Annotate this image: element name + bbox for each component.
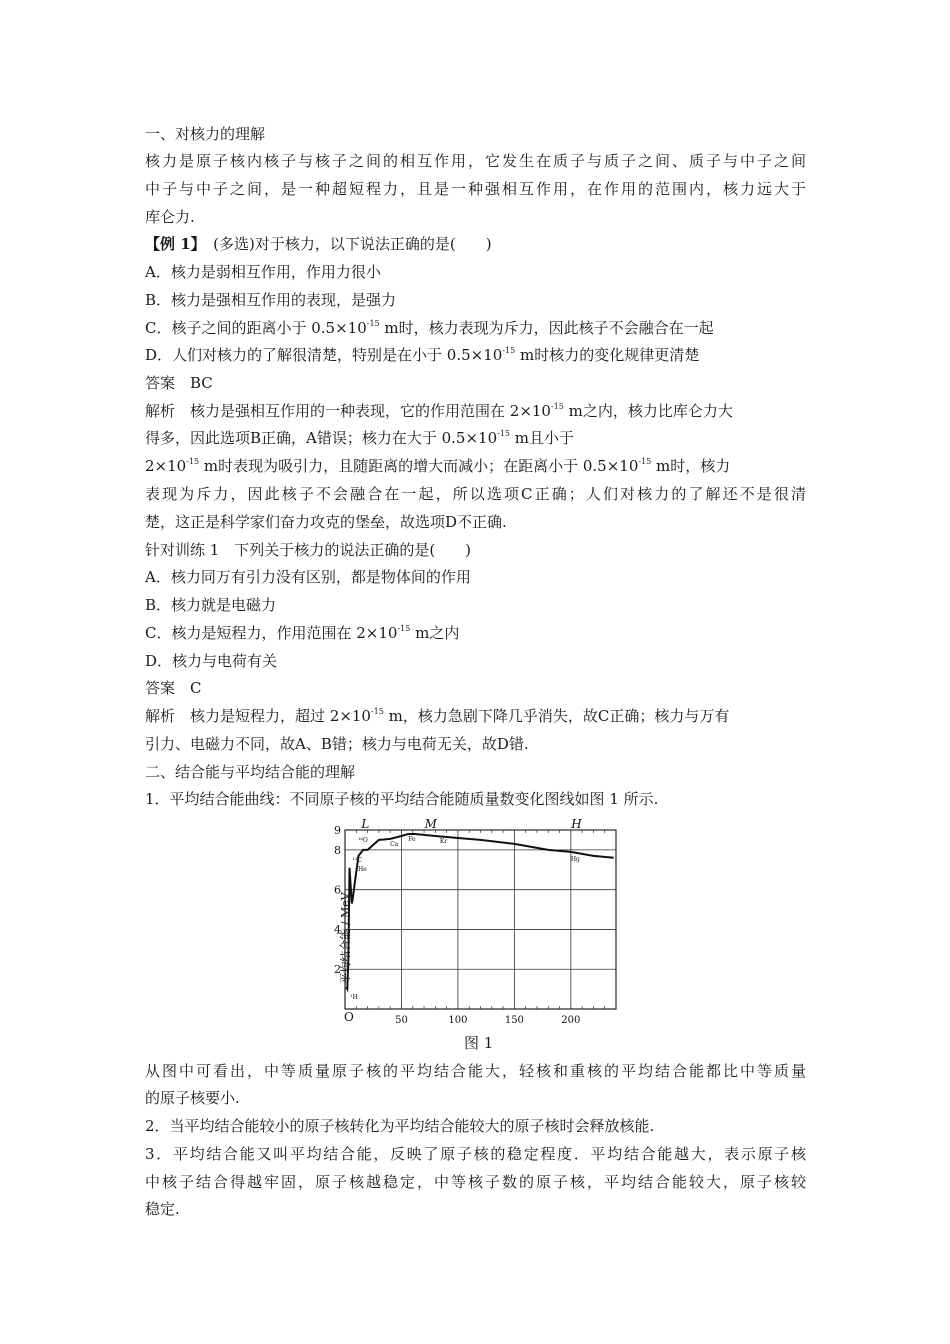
section2-paragraph-line1: 从图中可看出，中等质量原子核的平均结合能大，轻核和重核的平均结合能都比中等质量 bbox=[145, 1062, 806, 1080]
y-axis-label: 平均结合能 / MeV bbox=[339, 892, 352, 984]
exponent: -15 bbox=[370, 707, 384, 716]
point-label: Fe bbox=[408, 835, 416, 843]
example1-answer: 答案 BC bbox=[145, 374, 213, 392]
region-label: H bbox=[571, 818, 582, 831]
point-label: Hg bbox=[570, 855, 580, 863]
y-tick-label: 2 bbox=[334, 963, 341, 977]
example1-stem: (多选)对于核力，以下说法正确的是( ) bbox=[198, 235, 492, 253]
y-tick-label: 6 bbox=[334, 883, 341, 897]
x-tick-label: 50 bbox=[395, 1015, 408, 1026]
point-label: Kr bbox=[439, 837, 448, 845]
exponent: -15 bbox=[550, 402, 564, 411]
exponent: -15 bbox=[502, 346, 516, 355]
point-label: ¹²C bbox=[352, 856, 362, 864]
training1-option-c bbox=[145, 623, 459, 643]
exponent: -15 bbox=[397, 624, 411, 633]
example1-option-d-text2: m时核力的变化规律更清楚 bbox=[515, 346, 700, 364]
explanation-text: m，核力急剧下降几乎消失，故C正确；核力与万有 bbox=[383, 707, 730, 725]
example1-tag: 【例 1】 bbox=[145, 235, 199, 253]
exponent: -15 bbox=[366, 319, 380, 328]
example1-option-c-text2: m时，核力表现为斥力，因此核子不会融合在一起 bbox=[379, 319, 714, 337]
training1-explanation-line1 bbox=[145, 706, 729, 726]
example1-explanation-line3 bbox=[145, 456, 730, 476]
training1-question: 针对训练 1 下列关于核力的说法正确的是( ) bbox=[145, 541, 472, 559]
chart-point-labels bbox=[350, 836, 580, 1001]
example1-option-a: A．核力是弱相互作用，作用力很小 bbox=[145, 263, 381, 281]
training1-option-a: A．核力同万有引力没有区别，都是物体间的作用 bbox=[145, 568, 471, 586]
section2-item2: 2．当平均结合能较小的原子核转化为平均结合能较大的原子核时会释放核能. bbox=[145, 1117, 655, 1135]
region-label: M bbox=[424, 818, 437, 831]
explanation-text: m时表现为吸引力，且随距离的增大而减小；在距离小于 0.5×10 bbox=[199, 457, 639, 475]
y-tick-label: 4 bbox=[334, 923, 341, 937]
example1-option-d-text: D．人们对核力的了解很清楚，特别是在小于 0.5×10 bbox=[145, 346, 503, 364]
example1-explanation-line4: 表现为斥力，因此核子不会融合在一起，所以选项C正确；人们对核力的了解还不是很清 bbox=[145, 485, 806, 503]
y-tick-label: 8 bbox=[334, 843, 341, 857]
example1-option-c bbox=[145, 318, 714, 338]
explanation-text: m之内，核力比库仑力大 bbox=[563, 402, 733, 420]
x-tick-label: 200 bbox=[561, 1015, 581, 1026]
point-label: Ca bbox=[390, 840, 399, 848]
exponent: -15 bbox=[638, 457, 652, 466]
section1-paragraph-line3: 库仑力. bbox=[145, 208, 195, 226]
point-label: ¹H bbox=[350, 994, 358, 1002]
origin-label: O bbox=[344, 1010, 354, 1024]
example1-explanation-line1 bbox=[145, 401, 733, 421]
explanation-text: 2×10 bbox=[145, 457, 187, 475]
x-tick-label: 100 bbox=[448, 1015, 468, 1026]
training1-explanation-line2: 引力、电磁力不同，故A、B错；核力与电荷无关，故D错. bbox=[145, 735, 529, 753]
section2-title: 二、结合能与平均结合能的理解 bbox=[145, 763, 356, 781]
section2-item3-line2: 中核子结合得越牢固，原子核越稳定，中等核子数的原子核，平均结合能较大，原子核较 bbox=[145, 1173, 806, 1191]
x-tick-label: 150 bbox=[504, 1015, 524, 1026]
section2-item3-line3: 稳定. bbox=[145, 1200, 180, 1218]
section2-item1: 1．平均结合能曲线：不同原子核的平均结合能随质量数变化图线如图 1 所示. bbox=[145, 790, 659, 808]
y-tick-label: 9 bbox=[334, 824, 341, 837]
section1-paragraph-line2: 中子与中子之间，是一种超短程力，且是一种强相互作用，在作用的范围内，核力远大于 bbox=[145, 180, 806, 198]
binding-energy-chart bbox=[316, 818, 626, 1030]
training1-option-c-text2: m之内 bbox=[410, 624, 460, 642]
section2-item3-line1: 3．平均结合能又叫平均结合能，反映了原子核的稳定程度．平均结合能越大，表示原子核 bbox=[145, 1145, 806, 1163]
region-label: L bbox=[361, 818, 370, 831]
chart-ticks bbox=[334, 824, 616, 1026]
training1-answer: 答案 C bbox=[145, 679, 202, 697]
section1-paragraph-line1: 核力是原子核内核子与核子之间的相互作用，它发生在质子与质子之间、质子与中子之间 bbox=[145, 152, 806, 170]
figure-caption: 图 1 bbox=[464, 1034, 494, 1052]
example1-explanation-line2 bbox=[145, 428, 574, 448]
training1-option-c-text: C．核力是短程力，作用范围在 2×10 bbox=[145, 624, 398, 642]
explanation-text: 解析 核力是短程力，超过 2×10 bbox=[145, 707, 371, 725]
example1-option-b: B．核力是强相互作用的表现，是强力 bbox=[145, 291, 397, 309]
training1-option-b: B．核力就是电磁力 bbox=[145, 596, 277, 614]
section2-paragraph-line2: 的原子核要小. bbox=[145, 1089, 240, 1107]
chart-region-labels bbox=[360, 818, 582, 831]
explanation-text: 得多，因此选项B正确，A错误；核力在大于 0.5×10 bbox=[145, 429, 498, 447]
explanation-text: m且小于 bbox=[510, 429, 575, 447]
example1-option-d bbox=[145, 345, 699, 365]
training1-option-d: D．核力与电荷有关 bbox=[145, 652, 278, 670]
explanation-text: 解析 核力是强相互作用的一种表现，它的作用范围在 2×10 bbox=[145, 402, 551, 420]
explanation-text: m时，核力 bbox=[651, 457, 731, 475]
point-label: ¹⁶O bbox=[358, 836, 368, 844]
example1-option-c-text: C．核子之间的距离小于 0.5×10 bbox=[145, 319, 367, 337]
exponent: -15 bbox=[186, 457, 200, 466]
section1-title: 一、对核力的理解 bbox=[145, 125, 266, 143]
point-label: ⁴He bbox=[355, 865, 367, 873]
example1-explanation-line5: 楚，这正是科学家们奋力攻克的堡垒，故选项D不正确. bbox=[145, 513, 507, 531]
exponent: -15 bbox=[497, 429, 511, 438]
example1-question bbox=[145, 234, 492, 254]
